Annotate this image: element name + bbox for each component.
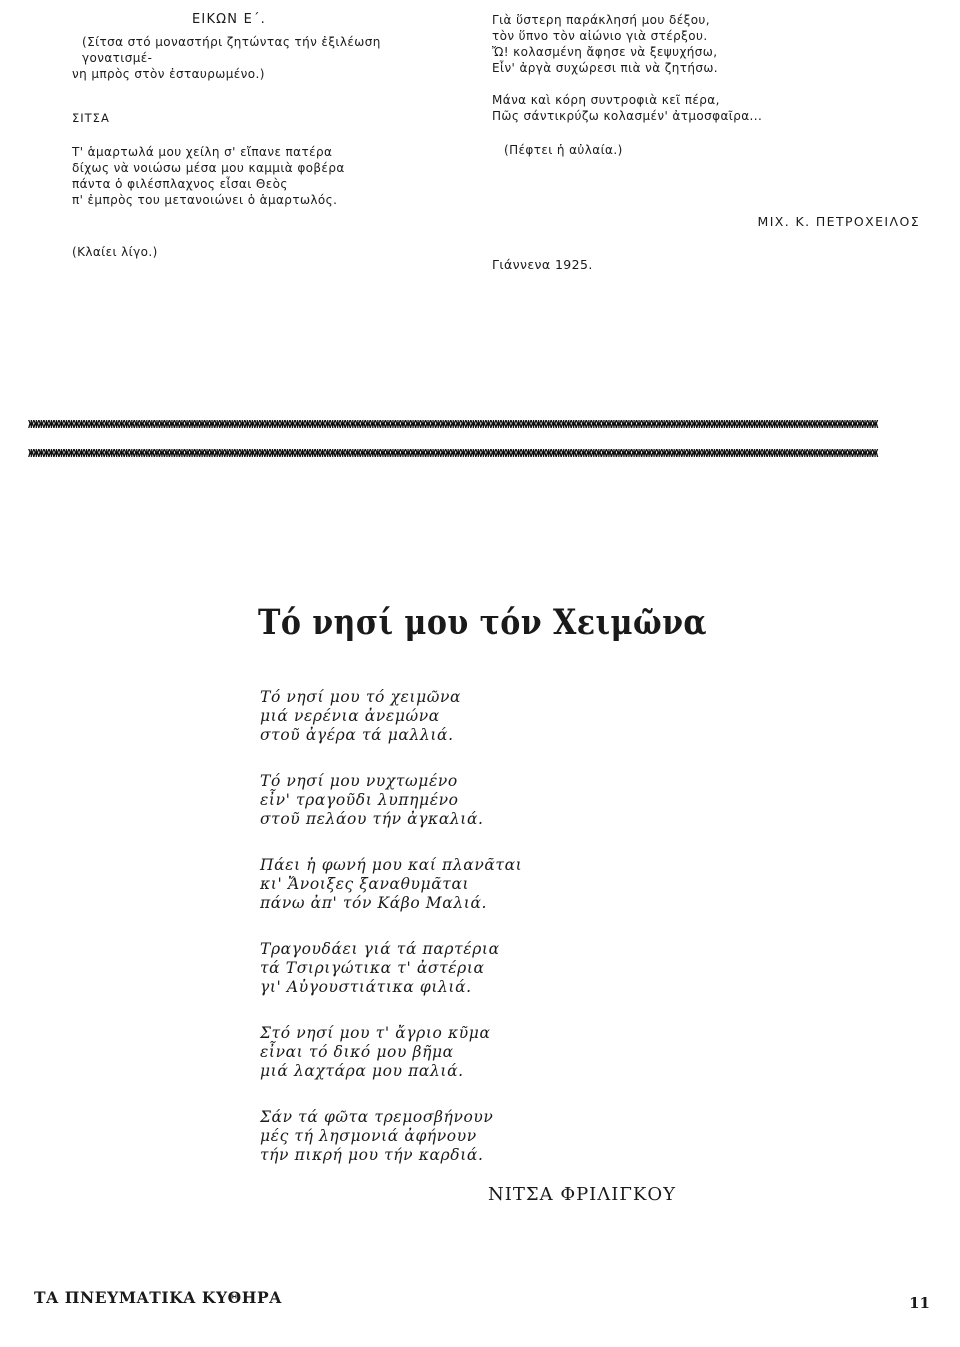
ornament-border-top: ЖЖЖЖЖЖЖЖЖЖЖЖЖЖЖЖЖЖЖЖЖЖЖЖЖЖЖЖЖЖЖЖЖЖЖЖЖЖЖЖЖЖЖЖЖЖЖЖЖЖЖЖЖЖЖЖЖЖЖЖЖЖЖЖЖЖЖЖЖЖЖЖЖЖЖЖЖЖЖЖЖЖЖЖЖЖЖЖЖЖЖЖЖЖЖЖЖЖЖЖЖЖЖЖЖЖЖЖЖЖЖЖЖЖЖЖЖЖЖЖЖЖЖЖЖЖЖЖЖЖЖЖЖЖЖЖЖЖЖЖЖЖЖЖЖЖЖЖЖЖЖЖЖЖЖЖЖЖЖЖЖЖЖЖЖЖЖЖЖ: [28, 418, 877, 431]
poem-line: γι' Αὐγουστιάτικα φιλιά.: [260, 978, 472, 996]
poem-line: Σάν τά φῶτα τρεμοσβήνουν: [260, 1108, 494, 1126]
poem-line: μιά νερένια ἀνεμώνα: [260, 707, 440, 725]
poem-line: κι' Ἄνοιξες ξαναθυμᾶται: [260, 875, 470, 893]
speaker-verse: [72, 144, 452, 208]
right-stanza-1: [492, 12, 932, 76]
poem-stanza: [260, 1108, 680, 1165]
poem-line: Τό νησί μου τό χειμῶνα: [260, 688, 462, 706]
poem-stanza: [260, 688, 680, 745]
stage-direction-line: (Σίτσα στό μοναστήρι ζητώντας τήν ἐξιλέωση γονατισμέ-: [82, 35, 381, 65]
poem-line: τήν πικρή μου τήν καρδιά.: [260, 1146, 484, 1164]
poem-line: εἶν' τραγοῦδι λυπημένο: [260, 791, 459, 809]
poem-line: πάνω ἀπ' τόν Κάβο Μαλιά.: [260, 894, 488, 912]
verse-line: Πῶς σάντικρύζω κολασμέν' ἀτμοσφαῖρα...: [492, 109, 763, 123]
poem-line: εἶναι τό δικό μου βῆμα: [260, 1043, 454, 1061]
poem-line: στοῦ ἀγέρα τά μαλλιά.: [260, 726, 454, 744]
ornament-border-bottom: ЖЖЖЖЖЖЖЖЖЖЖЖЖЖЖЖЖЖЖЖЖЖЖЖЖЖЖЖЖЖЖЖЖЖЖЖЖЖЖЖЖЖЖЖЖЖЖЖЖЖЖЖЖЖЖЖЖЖЖЖЖЖЖЖЖЖЖЖЖЖЖЖЖЖЖЖЖЖЖЖЖЖЖЖЖЖЖЖЖЖЖЖЖЖЖЖЖЖЖЖЖЖЖЖЖЖЖЖЖЖЖЖЖЖЖЖЖЖЖЖЖЖЖЖЖЖЖЖЖЖЖЖЖЖЖЖЖЖЖЖЖЖЖЖЖЖЖЖЖЖЖЖЖЖЖЖЖЖЖЖЖЖЖЖЖЖЖЖЖ: [28, 447, 877, 460]
verse-line: Μάνα καὶ κόρη συντροφιὰ κεῖ πέρα,: [492, 93, 720, 107]
poem-body: [260, 688, 680, 1192]
poem-title: Τό νησί μου τόν Χειμῶνα: [258, 602, 707, 643]
journal-name: ΤΑ ΠΝΕΥΜΑΤΙΚΑ ΚΥΘΗΡΑ: [34, 1288, 282, 1307]
poem-line: Τραγουδάει γιά τά παρτέρια: [260, 940, 500, 958]
verse-line: Γιὰ ὕστερη παράκλησή μου δέξου,: [492, 13, 710, 27]
play-excerpt-left: [72, 12, 452, 260]
speaker-name: ΣΙΤΣΑ: [72, 111, 110, 125]
poem-line: μές τή λησμονιά ἀφήνουν: [260, 1127, 477, 1145]
poem-line: Τό νησί μου νυχτωμένο: [260, 772, 458, 790]
page-number: 11: [909, 1294, 930, 1312]
poem-stanza: [260, 772, 680, 829]
verse-line: Εἶν' ἀργὰ συχώρεσι πιὰ νὰ ζητήσω.: [492, 61, 718, 75]
poem-line: Πάει ἡ φωνή μου καί πλανᾶται: [260, 856, 523, 874]
poem-stanza: [260, 856, 680, 913]
poem-stanza: [260, 1024, 680, 1081]
curtain-stage-direction: (Πέφτει ἡ αὐλαία.): [504, 143, 623, 157]
verse-line: Ὤ! κολασμένη ἄφησε νὰ ξεψυχήσω,: [492, 45, 718, 59]
stage-direction-line: νη μπρὸς στὸν ἐσταυρωμένο.): [72, 67, 265, 81]
poem-author: ΝΙΤΣΑ ΦΡΙΛΙΓΚΟΥ: [488, 1184, 676, 1205]
place-date: Γιάννενα 1925.: [492, 257, 593, 272]
verse-line: τὸν ὕπνο τὸν αἰώνιο γιὰ στέρξου.: [492, 29, 708, 43]
poem-line: τά Τσιριγώτικα τ' ἀστέρια: [260, 959, 485, 977]
verse-line: δίχως νὰ νοιώσω μέσα μου καμμιὰ φοβέρα: [72, 161, 345, 175]
play-excerpt-right: [492, 12, 932, 272]
stage-direction-top: [72, 34, 452, 82]
poem-line: μιά λαχτάρα μου παλιά.: [260, 1062, 464, 1080]
verse-line: Τ' ἁμαρτωλά μου χείλη σ' εἴπανε πατέρα: [72, 145, 333, 159]
right-stanza-2: [492, 92, 932, 124]
poem-stanza: [260, 940, 680, 997]
poem-line: Στό νησί μου τ' ἄγριο κῦμα: [260, 1024, 491, 1042]
stage-direction-bottom: (Κλαίει λίγο.): [72, 245, 158, 259]
scene-title: ΕΙΚΩΝ Ε΄.: [192, 12, 267, 27]
verse-line: π' ἐμπρὸς του μετανοιώνει ὁ ἁμαρτωλός.: [72, 193, 338, 207]
play-author: ΜΙΧ. Κ. ΠΕΤΡΟΧΕΙΛΟΣ: [757, 214, 920, 229]
verse-line: πάντα ὁ φιλέσπλαχνος εἶσαι Θεὸς: [72, 177, 288, 191]
poem-line: στοῦ πελάου τήν ἀγκαλιά.: [260, 810, 484, 828]
